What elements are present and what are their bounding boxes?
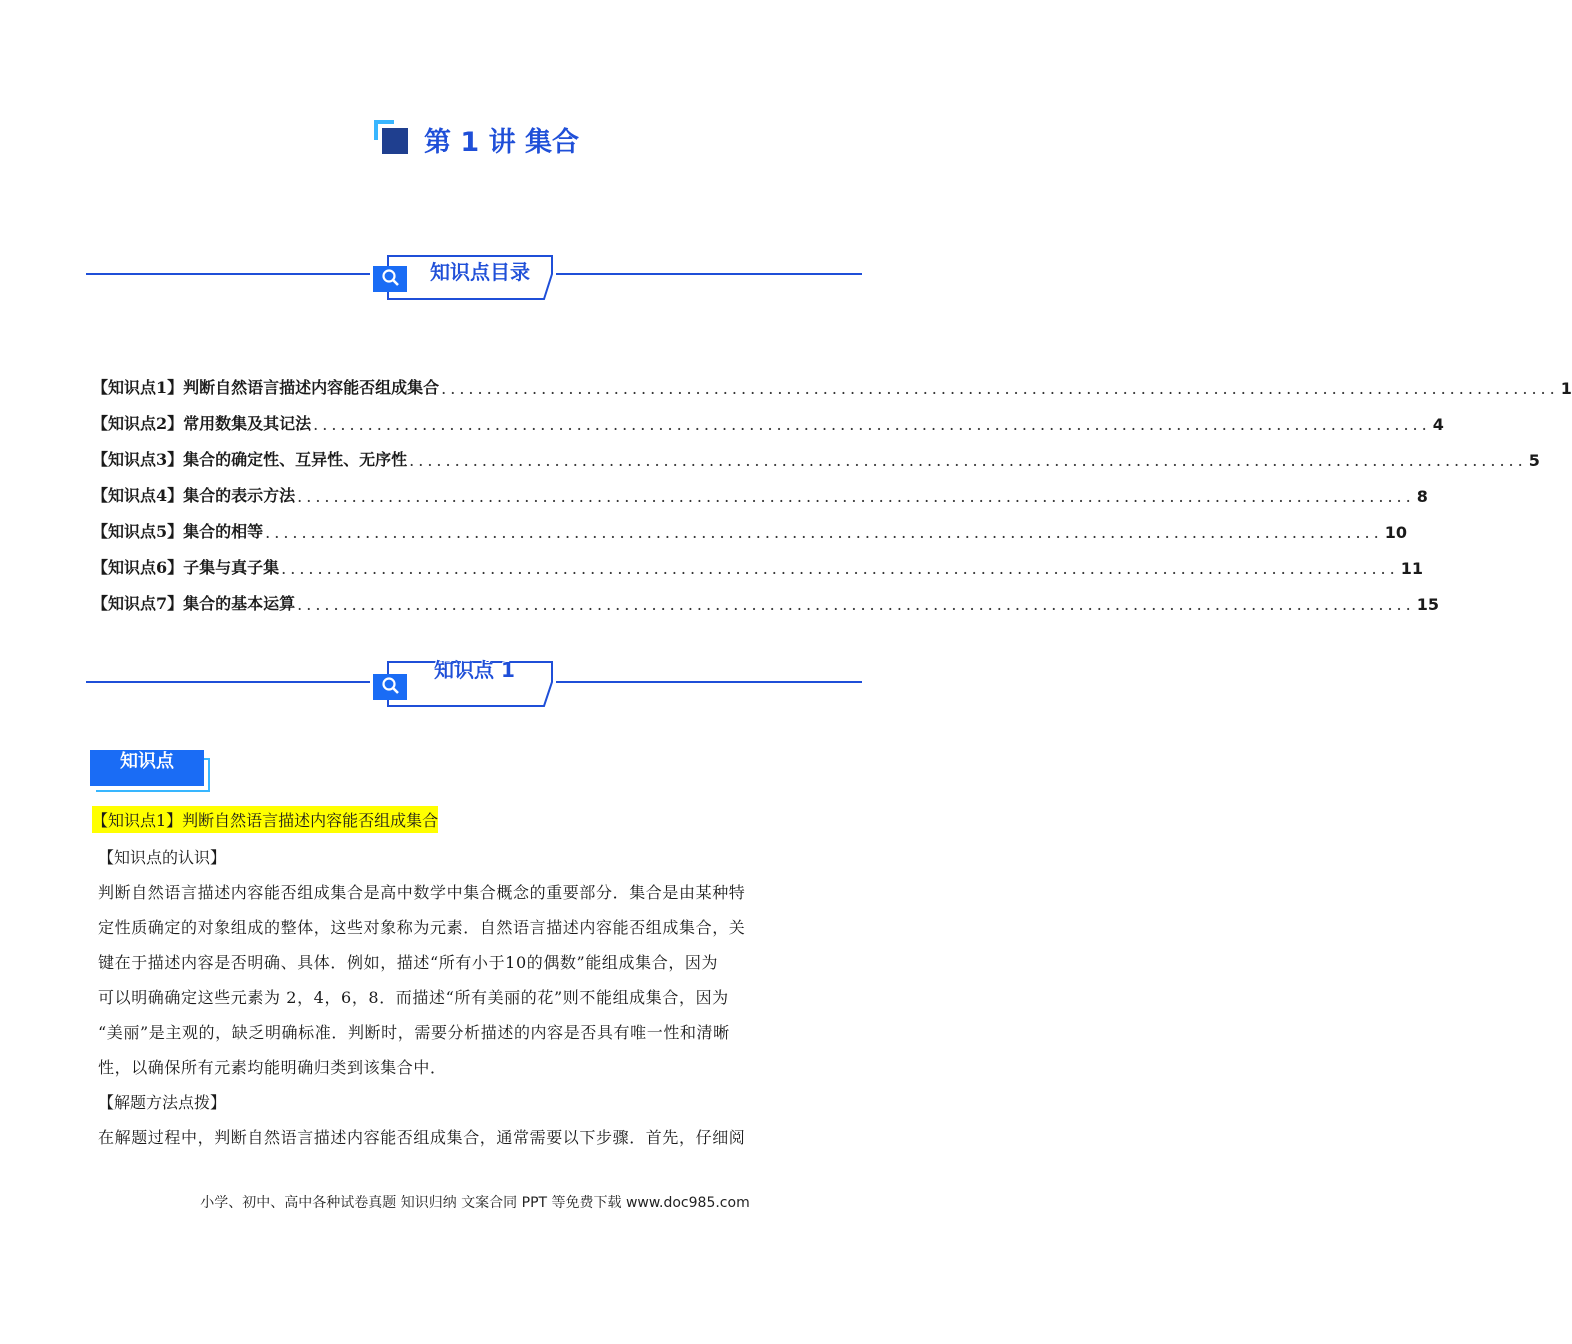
page-footer: 小学、初中、高中各种试卷真题 知识归纳 文案合同 PPT 等免费下载 www.doc985.com (200, 1195, 750, 1211)
paragraph-line: 定性质确定的对象组成的整体，这些对象称为元素．自然语言描述内容能否组成集合，关 (98, 918, 746, 937)
toc-item-page: 1 (1560, 379, 1572, 398)
toc-item-label: 【知识点7】集合的基本运算 (92, 594, 296, 613)
toc-leader-dots: ........................................................................................................................... (281, 559, 1399, 578)
toc-leader-dots: ........................................................................................................................... (297, 595, 1415, 614)
toc-item-6[interactable] (92, 542, 1423, 578)
toc-item-page: 5 (1528, 451, 1540, 470)
toc-item-7[interactable] (92, 578, 1439, 614)
section-banner (86, 656, 862, 706)
tag-label: 知识点 (90, 750, 204, 786)
knowledge-point-heading: 【知识点1】判断自然语言描述内容能否组成集合 (92, 806, 438, 833)
toc-item-4[interactable] (92, 470, 1428, 506)
toc-item-page: 11 (1400, 559, 1423, 578)
toc-leader-dots: ........................................................................................................................... (297, 487, 1415, 506)
toc-item-label: 【知识点4】集合的表示方法 (92, 486, 296, 505)
recognition-heading: 【知识点的认识】 (98, 848, 227, 867)
toc-leader-dots: ........................................................................................................................... (313, 415, 1431, 434)
toc-item-3[interactable] (92, 434, 1540, 470)
toc-item-label: 【知识点5】集合的相等 (92, 522, 264, 541)
section-banner-label: 知识点 1 (434, 658, 515, 682)
table-of-contents (92, 362, 1572, 614)
paragraph-line: 键在于描述内容是否明确、具体．例如，描述“所有小于10的偶数”能组成集合，因为 (98, 953, 719, 972)
toc-leader-dots: ........................................................................................................................... (265, 523, 1383, 542)
toc-item-5[interactable] (92, 506, 1407, 542)
toc-item-page: 4 (1432, 415, 1444, 434)
toc-leader-dots: ........................................................................................................................... (409, 451, 1527, 470)
paragraph-line: 可以明确确定这些元素为 2，4，6，8．而描述“所有美丽的花”则不能组成集合，因为 (98, 988, 729, 1007)
toc-item-label: 【知识点3】集合的确定性、互异性、无序性 (92, 450, 408, 469)
page-title: 第 1 讲 集合 (424, 127, 579, 158)
toc-item-page: 15 (1416, 595, 1439, 614)
paragraph-line: 判断自然语言描述内容能否组成集合是高中数学中集合概念的重要部分．集合是由某种特 (98, 883, 746, 902)
paragraph-line: 在解题过程中，判断自然语言描述内容能否组成集合，通常需要以下步骤．首先，仔细阅 (98, 1128, 746, 1147)
toc-item-label: 【知识点2】常用数集及其记法 (92, 414, 312, 433)
toc-item-page: 8 (1416, 487, 1428, 506)
paragraph-line: “美丽”是主观的，缺乏明确标准．判断时，需要分析描述的内容是否具有唯一性和清晰 (98, 1023, 730, 1042)
toc-leader-dots: ........................................................................................................................... (441, 379, 1559, 398)
title-decoration-icon (372, 118, 412, 158)
toc-item-label: 【知识点1】判断自然语言描述内容能否组成集合 (92, 378, 440, 397)
toc-banner-label: 知识点目录 (430, 260, 530, 284)
toc-banner (86, 254, 862, 304)
toc-item-1[interactable] (92, 362, 1572, 398)
toc-item-label: 【知识点6】子集与真子集 (92, 558, 280, 577)
toc-item-page: 10 (1384, 523, 1407, 542)
paragraph-line: 性，以确保所有元素均能明确归类到该集合中． (98, 1058, 447, 1077)
toc-item-2[interactable] (92, 398, 1444, 434)
method-heading: 【解题方法点拨】 (98, 1093, 227, 1112)
recognition-section (98, 840, 858, 1155)
knowledge-tag (90, 750, 212, 794)
